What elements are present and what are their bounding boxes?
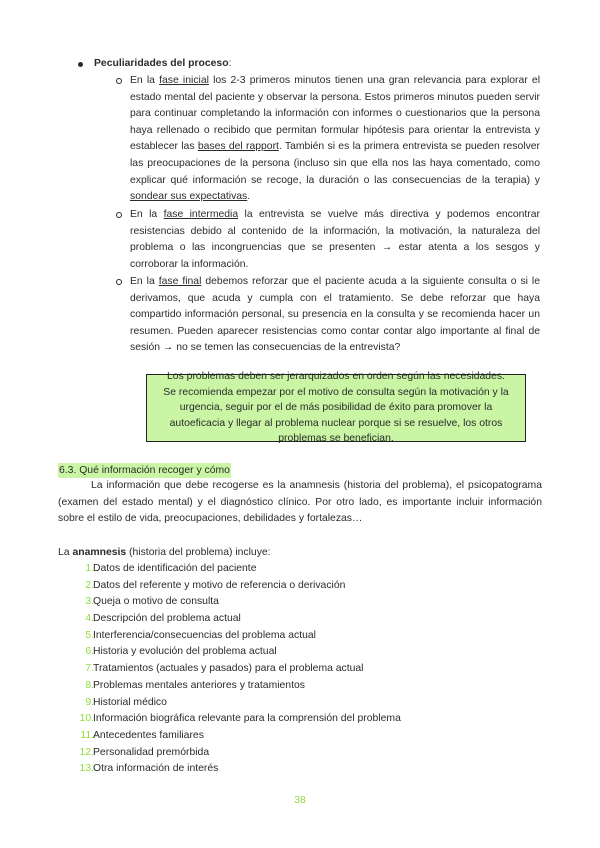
- term-fase-final: fase final: [158, 276, 202, 287]
- subbullet-text: En la fase inicial los 2-3 primeros minutos tienen una gran relevancia para explorar el estado mental del paciente y observar la persona. Estos primeros minutos pueden servir para continuar completando la información con informes o cuestionarios que la persona haya rellenado o recibido que permitan formular hipótesis para orientar la entrevista y establecer las bases del rapport. También si es la primera entrevista se pueden resolver las preocupaciones de la persona (incluso sin que ella nos las haya comentado, como explicar qué información se recoge, la duración o las consecuencias de la terapia) y sondear sus expectativas.: [130, 75, 541, 203]
- anamnesis-intro: La anamnesis (historia del problema) incluye:: [58, 547, 271, 558]
- list-item: 10. Información biográfica relevante para la comprensión del problema: [79, 713, 401, 725]
- callout-text: Los problemas deben ser jerarquizados en orden según las necesidades. Se recomienda empezar por el motivo de consulta según la motivación y la urgencia, seguir por el de más posibilidad de éxito para promover la autoeficacia y llegar al problema nuclear porque si se resuelve, los otros problemas se benefician.: [163, 371, 509, 445]
- list-item: 11. Antecedentes familiares: [80, 729, 204, 741]
- list-item: 6. Historia y evolución del problema actual: [85, 646, 277, 658]
- list-item: 1. Datos de identificación del paciente: [85, 563, 257, 574]
- anamnesis-list: [72, 561, 492, 778]
- term-fase-intermedia: fase intermedia: [163, 209, 239, 220]
- circle-bullet-icon: [116, 78, 122, 84]
- list-item: 5. Interferencia/consecuencias del problema actual: [85, 629, 316, 641]
- bullet-heading: Peculiaridades del proceso:: [94, 58, 232, 69]
- subbullet-text: En la fase final debemos reforzar que el paciente acuda a la siguiente consulta o si le derivamos, que acuda y cumpla con el tratamiento. Se debe reforzar que haya compartido información personal, su presencia en la consulta y se recomienda hacer un resumen. Pueden aparecer resistencias como contar contar algo importante al final de sesión → no se temen las consecuencias de la entrevista?: [130, 276, 541, 354]
- list-item: 9. Historial médico: [85, 696, 167, 708]
- circle-bullet-icon: [116, 212, 122, 218]
- section-paragraph: La información que debe recogerse es la anamnesis (historia del problema), el psicopatograma (examen del estado mental) y el diagnóstico clínico. Por otro lado, es importante incluir información sobre el estilo de vida, preocupaciones, debilidades y fortalezas…: [58, 480, 542, 525]
- bullet-dot-icon: [78, 62, 83, 67]
- section-title: 6.3. Qué información recoger y cómo: [59, 465, 230, 476]
- page-number: 38: [294, 795, 306, 806]
- list-item: 13. Otra información de interés: [79, 763, 219, 775]
- list-item: 3. Queja o motivo de consulta: [85, 596, 219, 608]
- subbullet-text: En la fase intermedia la entrevista se vuelve más directiva y podemos encontrar resistencias debido al contenido de la información, la motivación, la naturaleza del problema o las incongruencias que se presenten → estar atenta a los sesgos y corroborar la información.: [130, 209, 540, 270]
- list-item: 8. Problemas mentales anteriores y tratamientos: [85, 679, 305, 691]
- highlight-callout-box: [146, 371, 526, 445]
- list-item: 2. Datos del referente y motivo de referencia o derivación: [85, 579, 346, 591]
- term-fase-inicial: fase inicial: [159, 75, 209, 86]
- list-item: 12. Personalidad premórbida: [79, 746, 210, 758]
- term-bases-rapport: bases del rapport: [197, 141, 279, 153]
- list-item: 4. Descripción del problema actual: [85, 613, 241, 625]
- list-item: 7. Tratamientos (actuales y pasados) para el problema actual: [85, 663, 364, 675]
- term-sondear-expectativas: sondear sus expectativas: [130, 191, 248, 203]
- circle-bullet-icon: [116, 279, 122, 285]
